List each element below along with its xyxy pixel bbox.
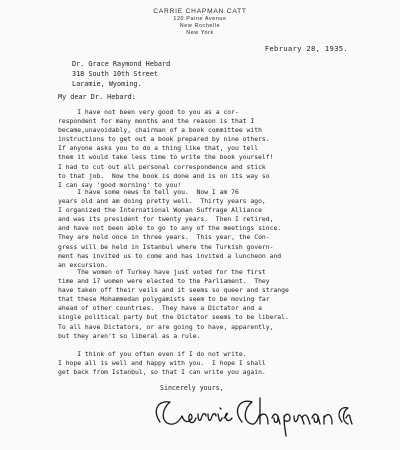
paragraph-4: I think of you often even if I do not write. I hope all is well and happy with you. I hope I shall get back from Istanbul, so that I can write you again. [58,350,266,377]
recipient-name: Dr. Grace Raymond Hebard [72,60,171,68]
recipient-city: Laramie, Wyoming. [72,79,142,88]
letterhead-name: CARRIE CHAPMAN CATT [153,8,247,15]
closing: Sincerely yours, [160,384,224,392]
recipient-street: 318 South 10th Street [72,69,158,78]
paragraph-1: I have not been very good to you as a cor- respondent for many months and the reason is that I became,unavoidably, chairman of a book committee with instructions to get out a book prepared by nine others. If anyone asks you to do a thing like that, you tell them it would take less time to write the book yourself! I had to cut out all personal correspondence and stick to that job. Now the book is done and is on its way so I can say 'good morning' to you! [58,108,274,189]
letterhead-state: New York [186,29,214,36]
salutation: My dear Dr. Hebard: [58,93,136,101]
letterhead-city: New Rochelle [179,22,221,29]
letter-date: February 28, 1935. [264,44,348,53]
paragraph-2: I have some news to tell you. Now I am 76 years old and am doing pretty well. Thirty years ago, I organized the International Woman Suffrage Alliance and was its president for twenty years. Then I retired, and have not been able to go to any of the meetings since. They are held once in three years. This year, the Con- gress will be held in Istanbul where the Turkish govern- ment has invited us to come and has invited a luncheon and an excursion. [58,188,282,269]
handwritten-signature [148,388,358,440]
recipient-address [72,60,170,90]
paragraph-3: The women of Turkey have just voted for the first time and 17 women were elected to the Parliament. They have taken off their veils and it seems so queer and strange that these Mohammedan polygamists seem to be moving far ahead of other countries. They have a Dictator and a single political party but the Dictator seems to be liberal. To all have Dictators, or are going to have, apparently, but they aren't so liberal as a rule. [58,268,289,340]
letterhead [0,8,400,36]
letterhead-street: 120 Paine Avenue [173,16,227,23]
